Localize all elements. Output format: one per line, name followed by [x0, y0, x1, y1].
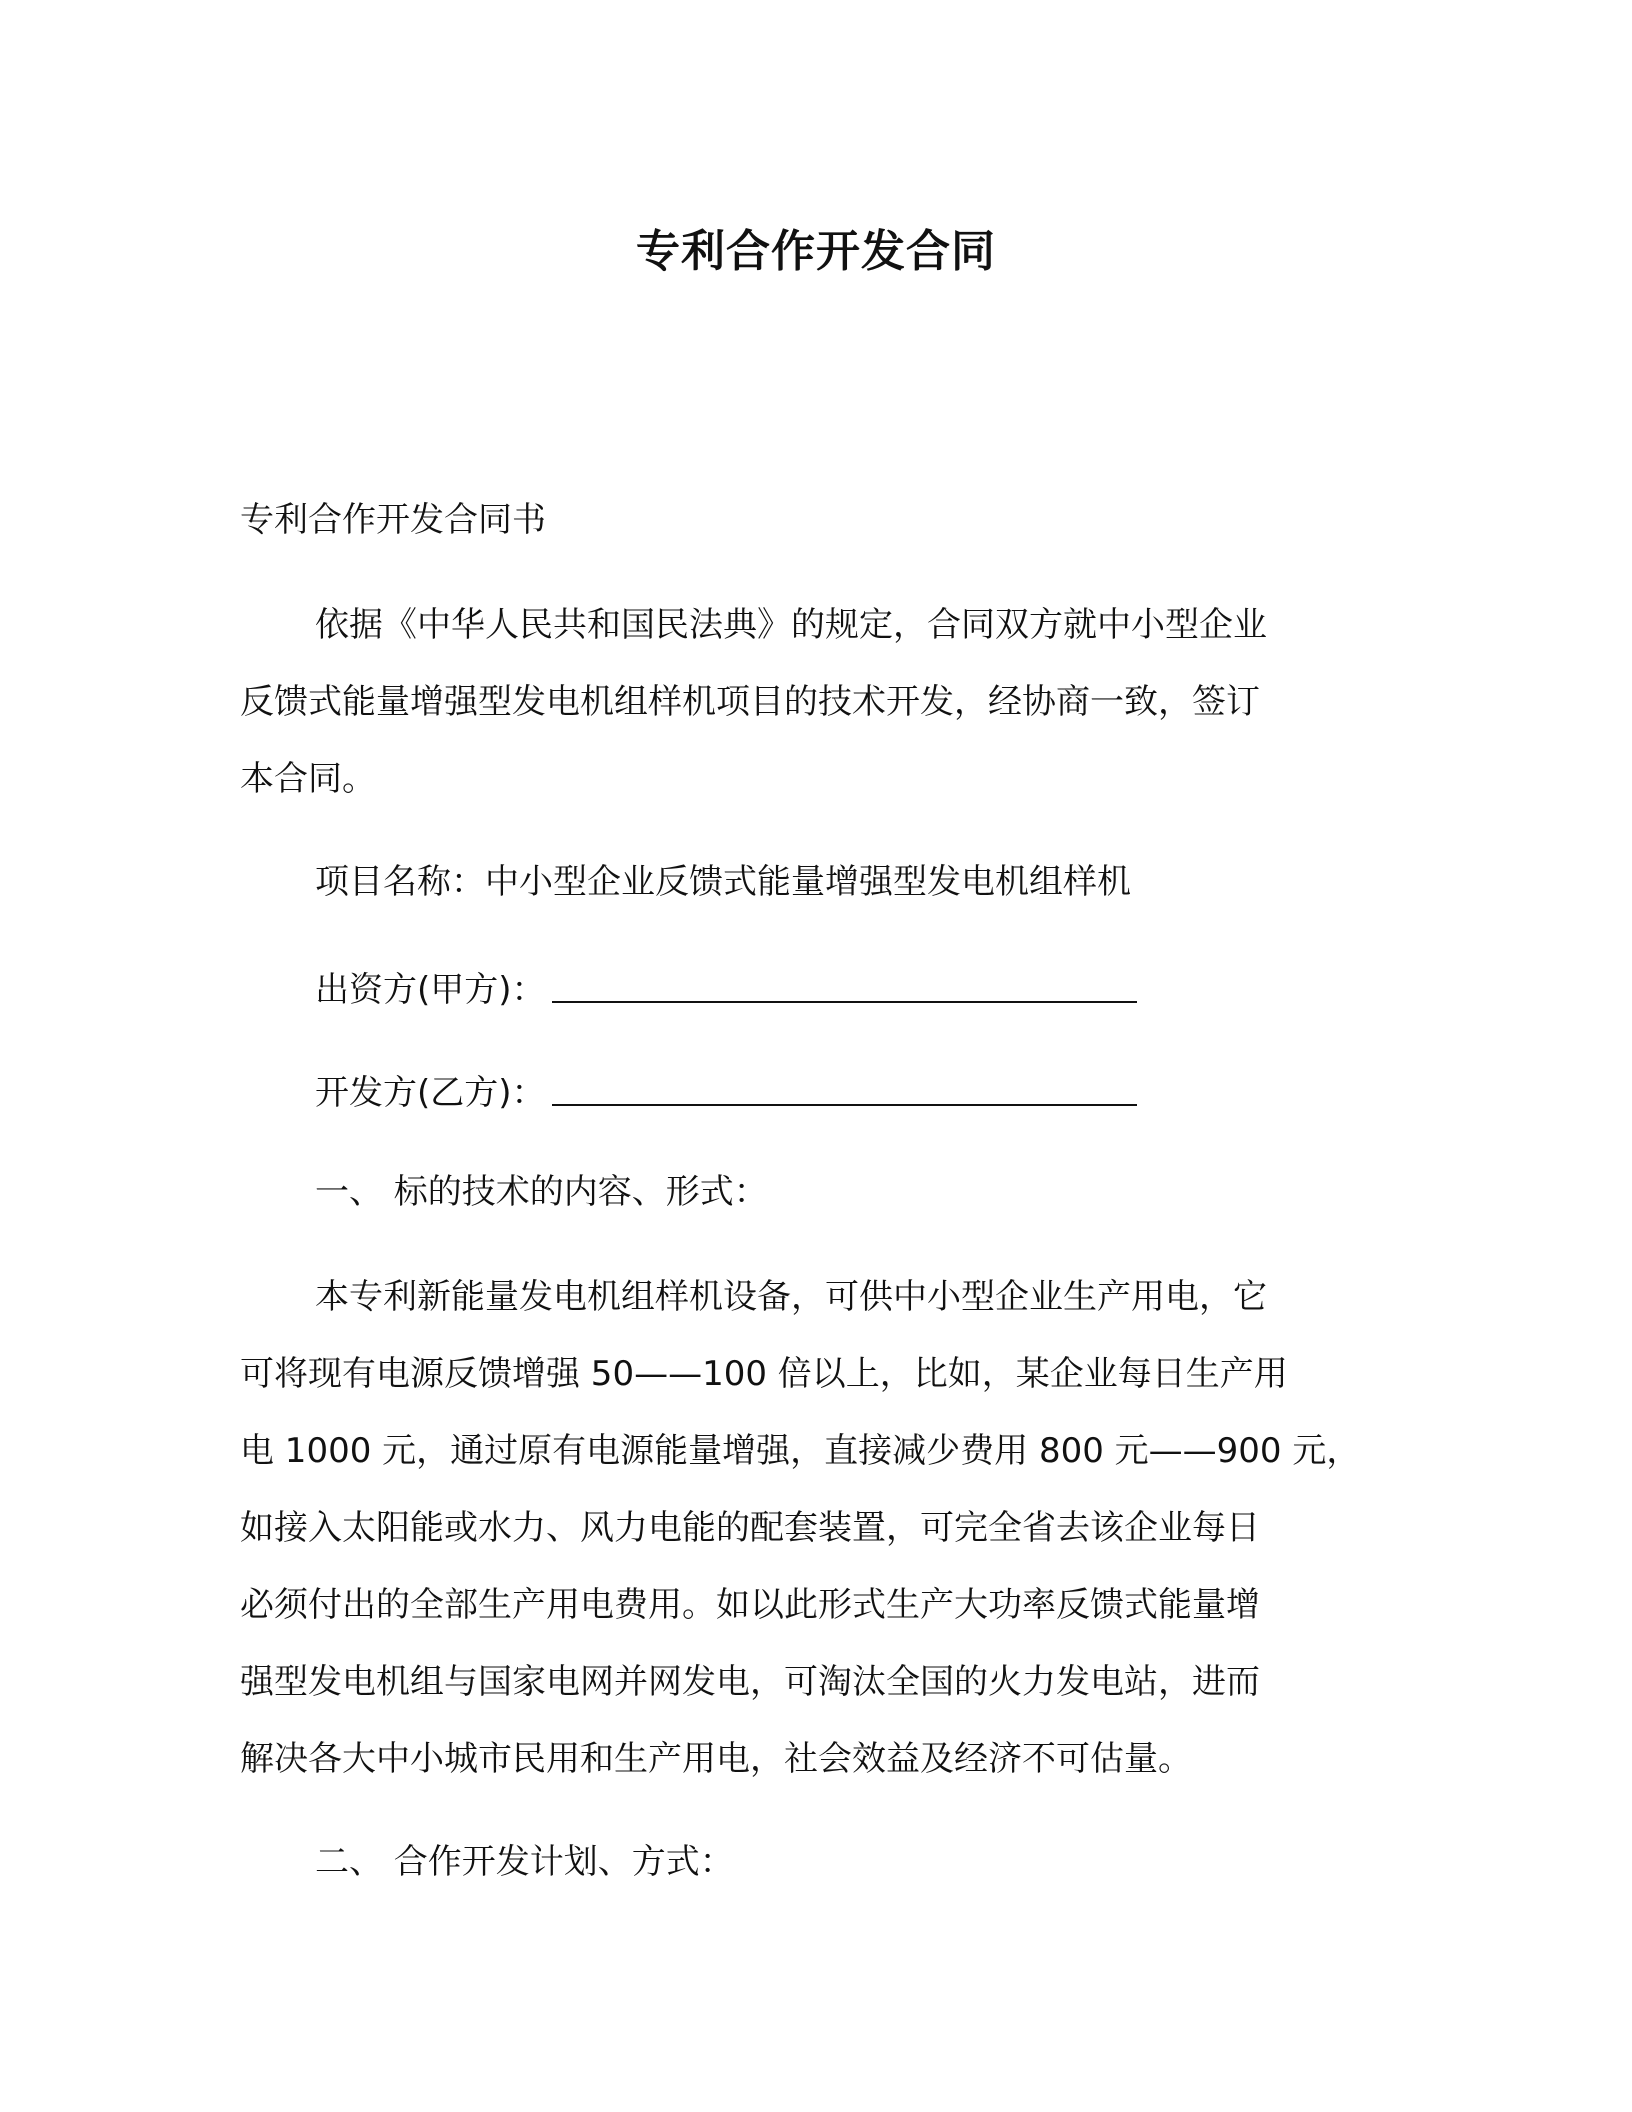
section-1-line-6: 强型发电机组与国家电网并网发电，可淘汰全国的火力发电站，进而 — [240, 1662, 1260, 1702]
section-1-line-1: 本专利新能量发电机组样机设备，可供中小型企业生产用电，它 — [315, 1277, 1267, 1317]
section-1-heading: 一、 标的技术的内容、形式： — [315, 1172, 768, 1212]
party-b-row — [315, 1068, 1137, 1118]
document-title: 专利合作开发合同 — [636, 226, 996, 277]
section-1-line-5: 必须付出的全部生产用电费用。如以此形式生产大功率反馈式能量增 — [240, 1585, 1260, 1625]
section-2-heading: 二、 合作开发计划、方式： — [315, 1842, 734, 1882]
document-subtitle: 专利合作开发合同书 — [240, 500, 546, 540]
section-1-line-7: 解决各大中小城市民用和生产用电，社会效益及经济不可估量。 — [240, 1739, 1192, 1779]
section-1-line-4: 如接入太阳能或水力、风力电能的配套装置，可完全省去该企业每日 — [240, 1508, 1260, 1548]
party-a-row — [315, 965, 1137, 1015]
party-a-label: 出资方(甲方)： — [315, 970, 546, 1010]
project-name: 项目名称：中小型企业反馈式能量增强型发电机组样机 — [315, 862, 1131, 902]
party-a-blank — [552, 971, 1137, 1003]
intro-line-3: 本合同。 — [240, 759, 376, 799]
intro-line-1: 依据《中华人民共和国民法典》的规定，合同双方就中小型企业 — [315, 605, 1267, 645]
intro-line-2: 反馈式能量增强型发电机组样机项目的技术开发，经协商一致，签订 — [240, 682, 1260, 722]
party-b-blank — [552, 1074, 1137, 1106]
section-1-line-3: 电 1000 元，通过原有电源能量增强，直接减少费用 800 元——900 元， — [240, 1431, 1361, 1471]
section-1-line-2: 可将现有电源反馈增强 50——100 倍以上，比如，某企业每日生产用 — [240, 1354, 1288, 1394]
party-b-label: 开发方(乙方)： — [315, 1073, 546, 1113]
